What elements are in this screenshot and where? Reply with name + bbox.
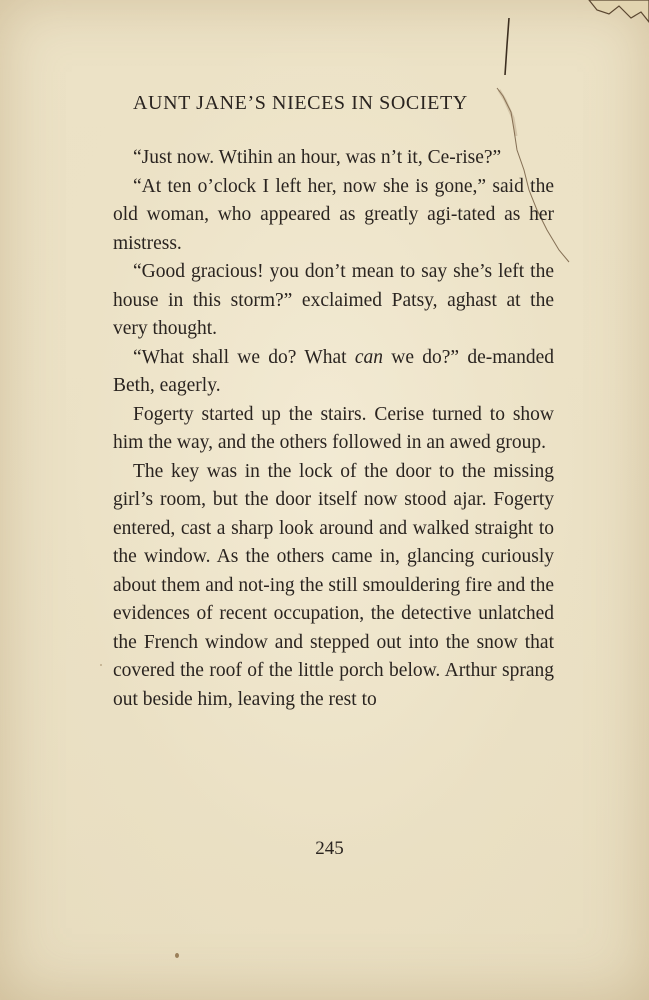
- paragraph: “What shall we do? What can we do?” de-manded Beth, eagerly.: [113, 346, 554, 396]
- paragraph: “Just now. Wtihin an hour, was n’t it, Ce-rise?”: [133, 147, 502, 168]
- paragraph: “Good gracious! you don’t mean to say she’s left the house in this storm?” exclaimed Patsy, aghast at the very thought.: [113, 261, 554, 339]
- running-header: AUNT JANE’S NIECES IN SOCIETY: [133, 92, 468, 114]
- paragraph: Fogerty started up the stairs. Cerise turned to show him the way, and the others followed in an awed group.: [113, 403, 554, 453]
- paragraph: “At ten o’clock I left her, now she is gone,” said the old woman, who appeared as greatly agi-tated as her mistress.: [113, 175, 554, 254]
- emphasis-word: can: [354, 346, 383, 368]
- paper-speck: [100, 664, 102, 666]
- paper-speck: [175, 953, 179, 958]
- paragraph: The key was in the lock of the door to the missing girl’s room, but the door itself now stood ajar. Fogerty entered, cast a sharp look around and walked straight to the window. As the others came in, glancing curiously about them and not-ing the still smouldering fire and the evidences of recent occupation, the detective unlatched the French window and stepped out into the snow that covered the roof of the little porch below. Arthur sprang out beside him, leaving the rest to: [113, 460, 554, 710]
- body-text: [113, 144, 554, 714]
- page-number: 245: [315, 838, 344, 859]
